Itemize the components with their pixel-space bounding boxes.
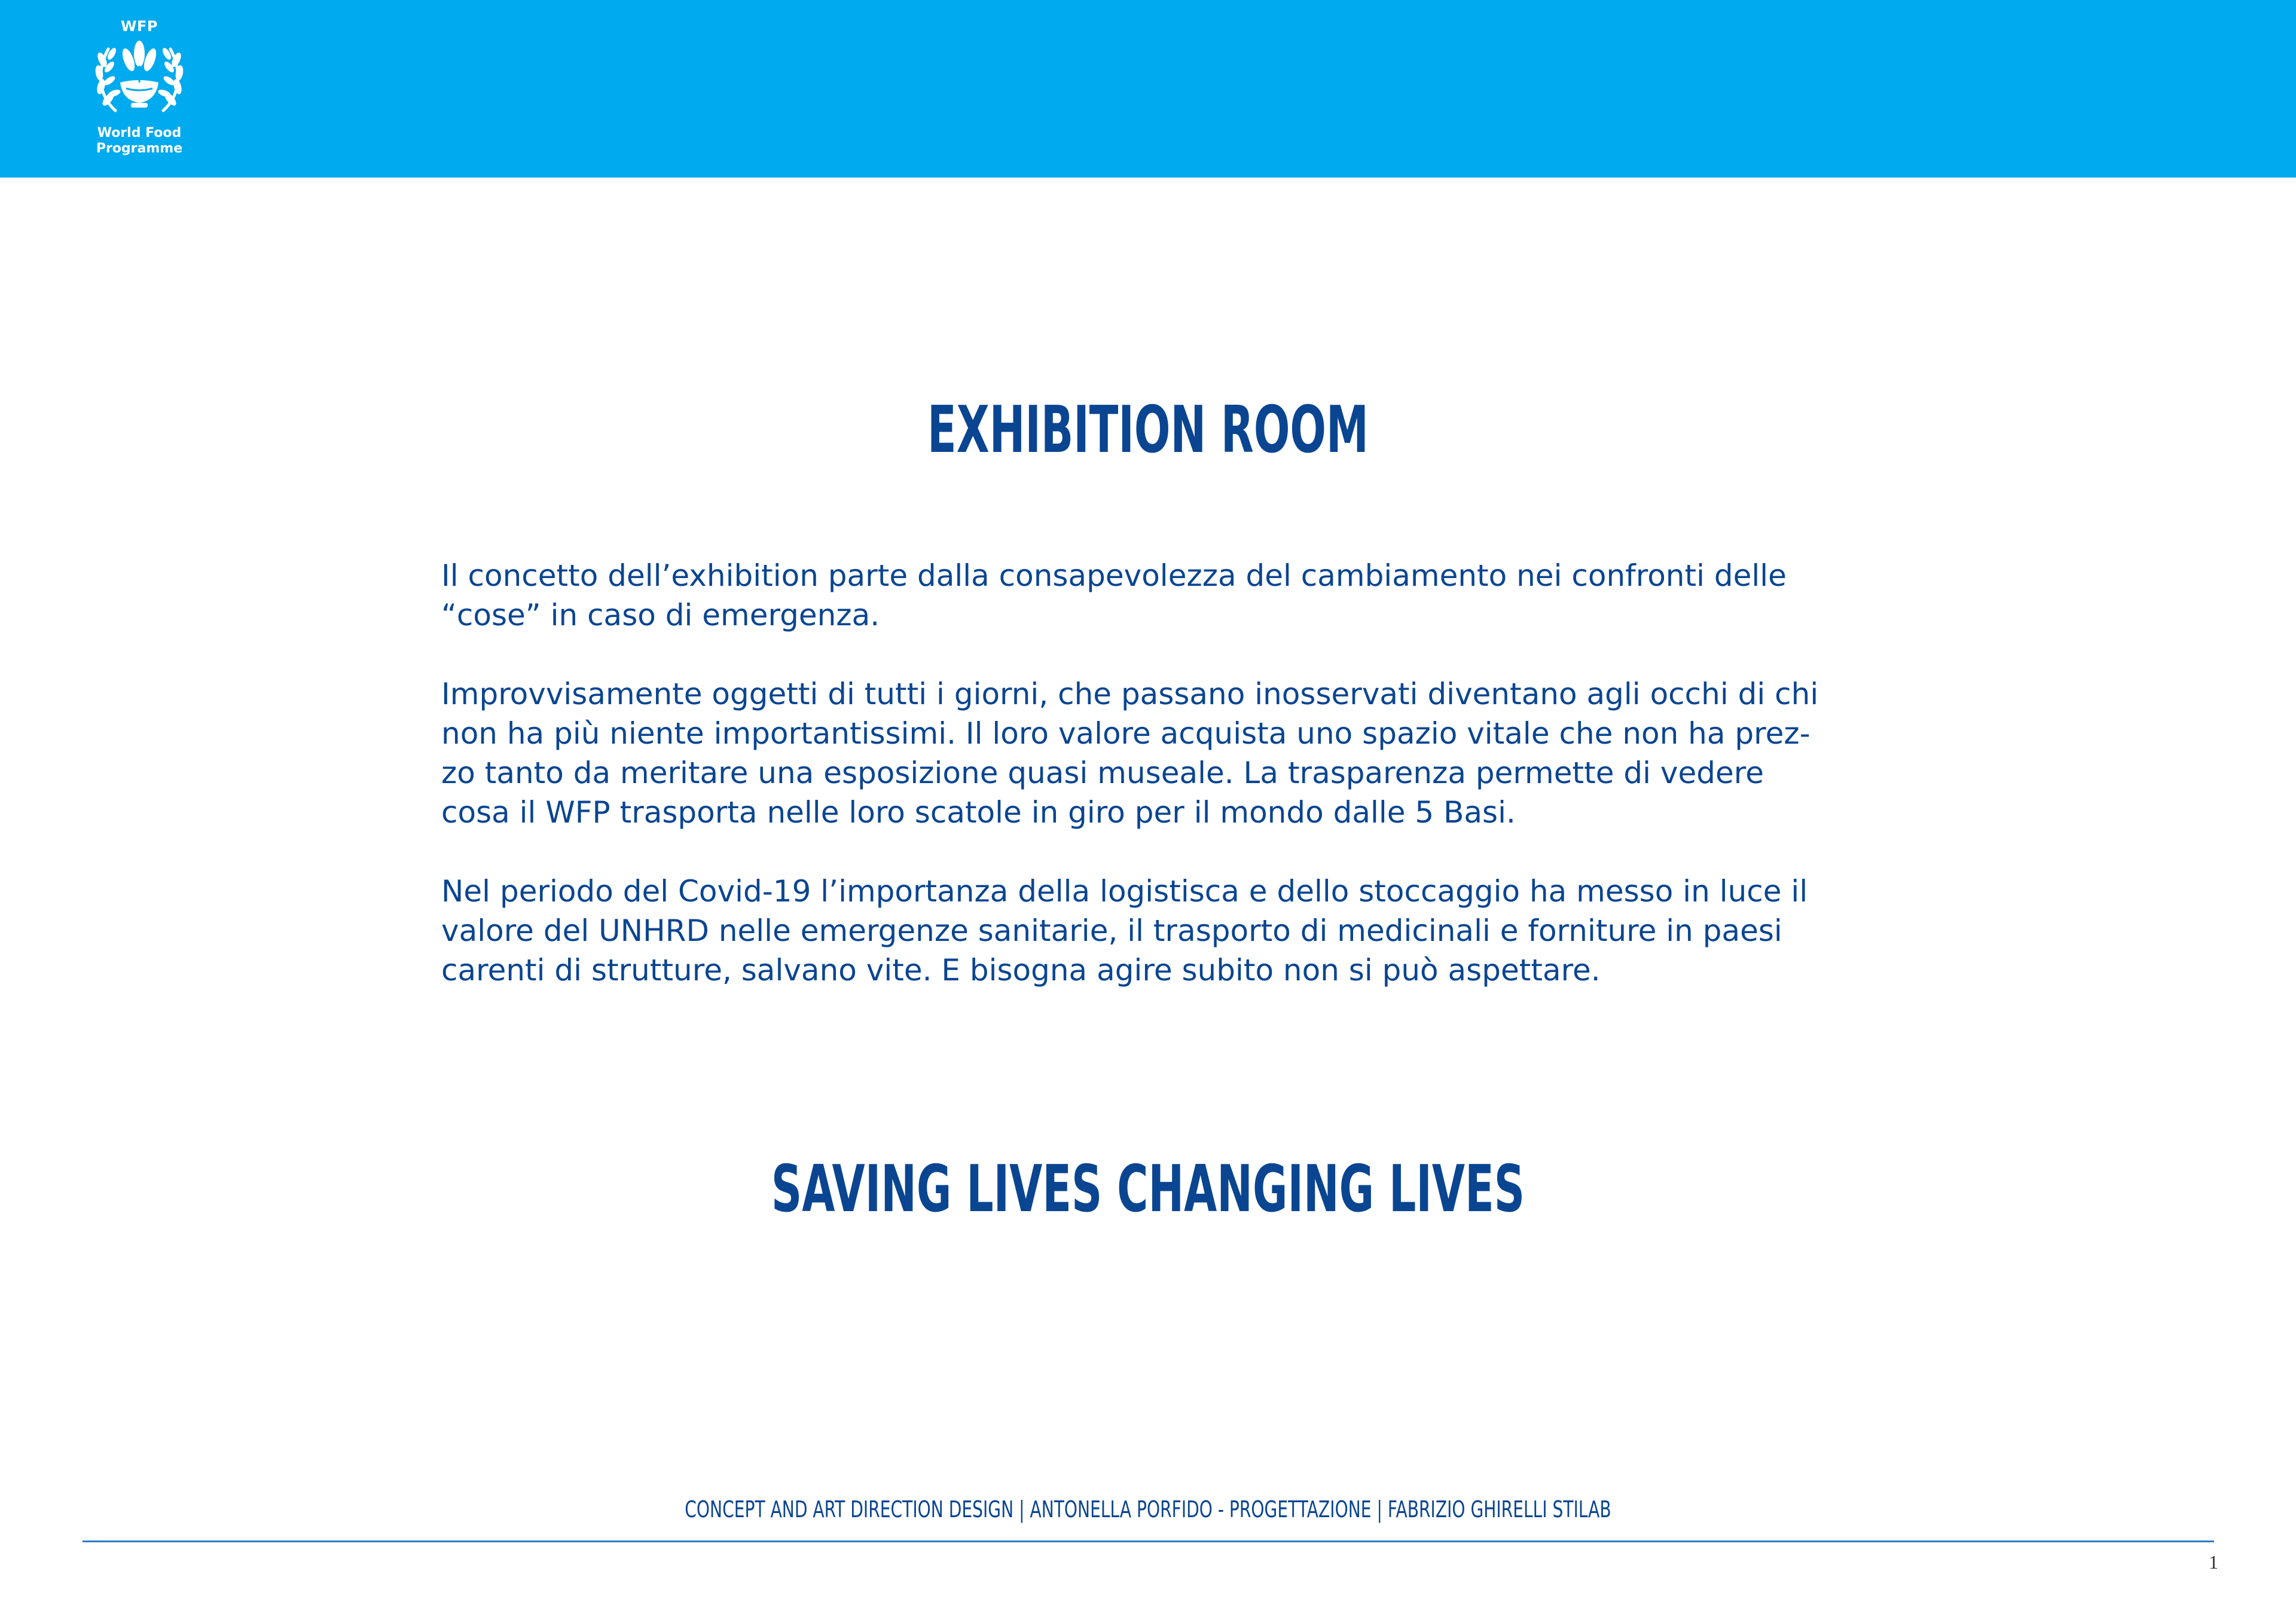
header-band: [0, 0, 2296, 178]
logo-abbreviation: WFP: [121, 18, 158, 35]
paragraph-intro: Il concetto dell’exhibition parte dalla consapevolezza del cambiamento nei confronti delle “cose” in caso di emergenza.: [441, 558, 1787, 632]
paragraph-objects: Improvvisamente oggetti di tutti i giorni, che passano inosservati diventano agli occhi di chi non ha più niente importantissimi. Il loro valore acquista uno spazio vitale che non ha prez- zo tanto da meritare una esposizione quasi museale. La trasparenza permette di vedere cosa il WFP trasporta nelle loro scatole in giro per il mondo dalle 5 Basi.: [441, 677, 1819, 830]
logo-name-line1: World Food: [97, 126, 182, 140]
slogan-heading: SAVING LIVES CHANGING LIVES: [771, 1152, 1525, 1227]
page-number: 1: [2209, 1551, 2218, 1573]
logo-name: [90, 126, 189, 157]
footer-credits: CONCEPT AND ART DIRECTION DESIGN | ANTONELLA PORFIDO - PROGETTAZIONE | FABRIZIO GHIRELLI STILAB: [685, 1496, 1611, 1523]
paragraph-covid: Nel periodo del Covid-19 l’importanza della logistisca e dello stoccaggio ha messo in luce il valore del UNHRD nelle emergenze sanitarie, il trasporto di medicinali e forniture in paesi carenti di strutture, salvano vite. E bisogna agire subito non si può aspettare.: [441, 874, 1808, 988]
body-text: [441, 556, 1864, 1029]
wfp-wheat-wreath-emblem-icon: [91, 36, 187, 120]
logo-name-line2: Programme: [96, 141, 183, 156]
footer-divider: [83, 1541, 2214, 1542]
wfp-logo[interactable]: [90, 18, 189, 164]
page-title: EXHIBITION ROOM: [927, 393, 1369, 467]
